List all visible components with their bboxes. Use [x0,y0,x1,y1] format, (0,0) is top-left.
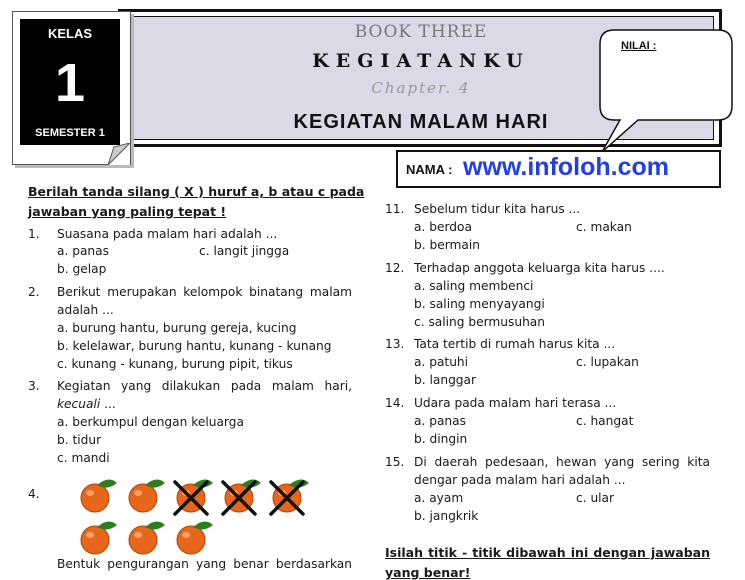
kelas-badge [20,19,120,145]
page-title: KEGIATANKU [312,50,530,72]
option-b[interactable]: b. langgar [414,373,477,387]
option-c[interactable]: c. makan [576,220,632,234]
option-c[interactable]: c. lupakan [576,355,639,369]
option-c[interactable]: c. mandi [57,451,110,465]
option-a[interactable]: a. berdoa [414,220,472,234]
option-b[interactable]: b. jangkrik [414,509,479,523]
option-c[interactable]: c. langit jingga [199,244,290,258]
option-a[interactable]: a. ayam [414,491,464,505]
option-a[interactable]: a. saling membenci [414,279,534,293]
option-a[interactable]: a. panas [414,414,466,428]
question-text: Udara pada malam hari terasa ... [414,396,617,410]
option-c[interactable]: c. kunang - kunang, burung pipit, tikus [57,357,293,371]
question-number: 1. [28,227,40,241]
instruction-line: yang benar! [385,565,471,580]
ellipsis-text: ... [100,397,116,411]
question-number: 4. [28,487,40,501]
question-text: Tata tertib di rumah harus kita ... [414,337,616,351]
orange-illustration [75,476,345,556]
option-c[interactable]: c. hangat [576,414,634,428]
question-text: Terhadap anggota keluarga kita harus .... [414,261,665,275]
question-number: 2. [28,285,40,299]
nilai-label: NILAI : [621,40,657,52]
question-number: 15. [385,455,405,469]
question-number: 13. [385,337,405,351]
option-a[interactable]: a. burung hantu, burung gereja, kucing [57,321,297,335]
option-c[interactable]: c. saling bermusuhan [414,315,545,329]
kecuali-text: kecuali [57,397,101,411]
page-curl-icon [108,143,130,165]
nama-label: NAMA : [406,162,453,177]
option-b[interactable]: b. kelelawar, burung hantu, kunang - kunang [57,339,332,353]
kelas-number: 1 [54,53,86,113]
question-number: 3. [28,379,40,393]
orange-icon [81,479,117,512]
semester-label: SEMESTER 1 [35,127,105,139]
question-text: Berikut merupakan kelompok binatang malam [57,285,352,299]
orange-icon [177,521,213,554]
option-c[interactable]: c. ular [576,491,615,505]
book-label: BOOK THREE [354,22,488,42]
option-b[interactable]: b. dingin [414,432,468,446]
nilai-bubble [596,28,741,158]
question-text: adalah ... [57,303,114,317]
question-text: Kegiatan yang dilakukan pada malam hari, [57,379,352,393]
question-text: Sebelum tidur kita harus ... [414,202,581,216]
option-a[interactable]: a. berkumpul dengan keluarga [57,415,244,429]
website-link[interactable]: www.infoloh.com [463,153,670,181]
option-b[interactable]: b. saling menyayangi [414,297,545,311]
question-number: 14. [385,396,405,410]
kelas-label: KELAS [47,26,93,41]
instruction-line: Isilah titik - titik dibawah ini dengan jawaban [385,545,710,560]
chapter-label: Chapter. 4 [371,79,471,97]
option-b[interactable]: b. gelap [57,262,107,276]
question-number: 12. [385,261,405,275]
question-number: 11. [385,202,405,216]
instruction-line: Berilah tanda silang ( X ) huruf a, b atau c pada [28,184,365,199]
question-text: dengar pada malam hari adalah ... [414,473,626,487]
option-a[interactable]: a. patuhi [414,355,469,369]
orange-icon [81,521,117,554]
question-text: Di daerah pedesaan, hewan yang sering kita [414,455,710,469]
orange-icon [129,479,165,512]
option-b[interactable]: b. tidur [57,433,102,447]
instruction-line: jawaban yang paling tepat ! [28,204,227,219]
question-text [57,397,116,411]
orange-icon [129,521,165,554]
option-a[interactable]: a. panas [57,244,109,258]
page-subtitle: KEGIATAN MALAM HARI [293,111,549,133]
question-text: Suasana pada malam hari adalah ... [57,227,278,241]
option-b[interactable]: b. bermain [414,238,480,252]
question-text: Bentuk pengurangan yang benar berdasarkan [57,557,352,571]
